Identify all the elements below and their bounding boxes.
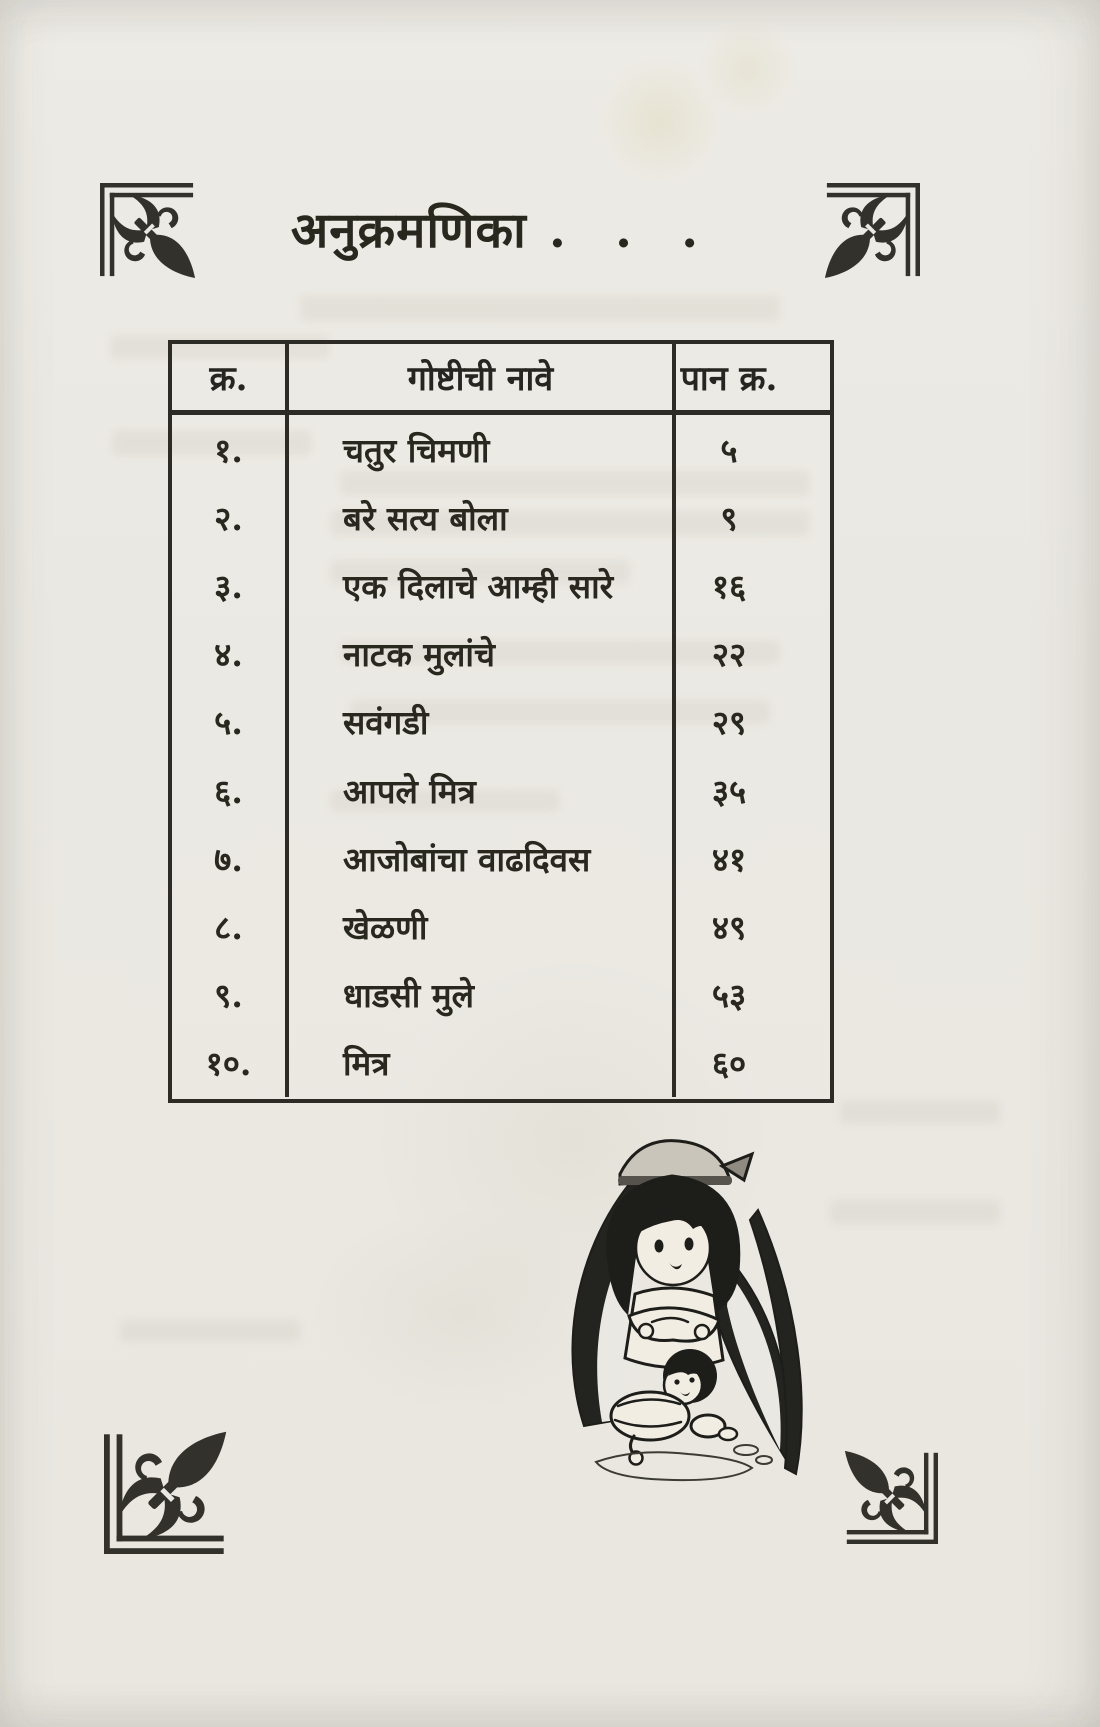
toc-row-title: नाटक मुलांचे [289,620,676,688]
page-title-dots: . . . [548,201,715,259]
toc-row-page: ६० [711,1044,747,1084]
toc-row-title: चतुर चिमणी [289,415,676,483]
toc-row-title: बरे सत्य बोला [289,483,676,551]
page-bleed-through [300,295,780,321]
toc-row [172,483,830,551]
toc-row-page: ५३ [711,976,747,1016]
children-illustration [522,1118,814,1506]
toc-row [172,688,830,756]
page-bleed-through [840,1100,1000,1124]
toc-row [172,892,830,960]
toc-row [172,824,830,892]
toc-row [172,551,830,619]
toc-row-page: ९ [720,498,738,538]
toc-row [172,756,830,824]
toc-row-title: मित्र [289,1029,676,1097]
toc-row-title: खेळणी [289,892,676,960]
toc-row-title: आजोबांचा वाढदिवस [289,824,676,892]
toc-row-number: ७. [172,824,289,892]
toc-row-page: २२ [711,635,747,675]
toc-row-number: १. [172,415,289,483]
toc-row-page: ५ [720,430,738,470]
toc-header-number: क्र. [172,344,289,410]
page-bleed-through [120,1320,300,1342]
toc-row [172,415,830,483]
corner-ornament-icon [100,1428,234,1554]
toc-row-title: सवंगडी [289,688,676,756]
toc-row-page: २९ [711,703,747,743]
page-title-text: अनुक्रमणिका [290,201,527,259]
toc-row-page: ३५ [711,771,747,811]
toc-row-number: ६. [172,756,289,824]
toc-row-number: ४. [172,620,289,688]
toc-row-title: आपले मित्र [289,756,676,824]
toc-row-page: ४१ [711,839,747,879]
toc-row [172,1029,830,1097]
toc-row-title: धाडसी मुले [289,961,676,1029]
toc-header-page: पान क्र. [680,359,778,399]
toc-row-page: ४९ [711,907,747,947]
toc-row-number: २. [172,483,289,551]
toc-row-number: ५. [172,688,289,756]
toc-body [172,415,830,1097]
toc-row-number: १०. [172,1029,289,1097]
corner-ornament-icon [842,1446,938,1546]
toc-row [172,961,830,1029]
toc-row-number: ९. [172,961,289,1029]
toc-row-title: एक दिलाचे आम्ही सारे [289,551,676,619]
toc-header-name: गोष्टीची नावे [289,344,676,410]
toc-table [168,340,834,1103]
page-title [0,196,1005,262]
page-bleed-through [830,1200,1000,1224]
toc-row-number: ३. [172,551,289,619]
toc-header-row [172,344,830,415]
toc-row-number: ८. [172,892,289,960]
toc-row [172,620,830,688]
toc-row-page: १६ [711,566,747,606]
